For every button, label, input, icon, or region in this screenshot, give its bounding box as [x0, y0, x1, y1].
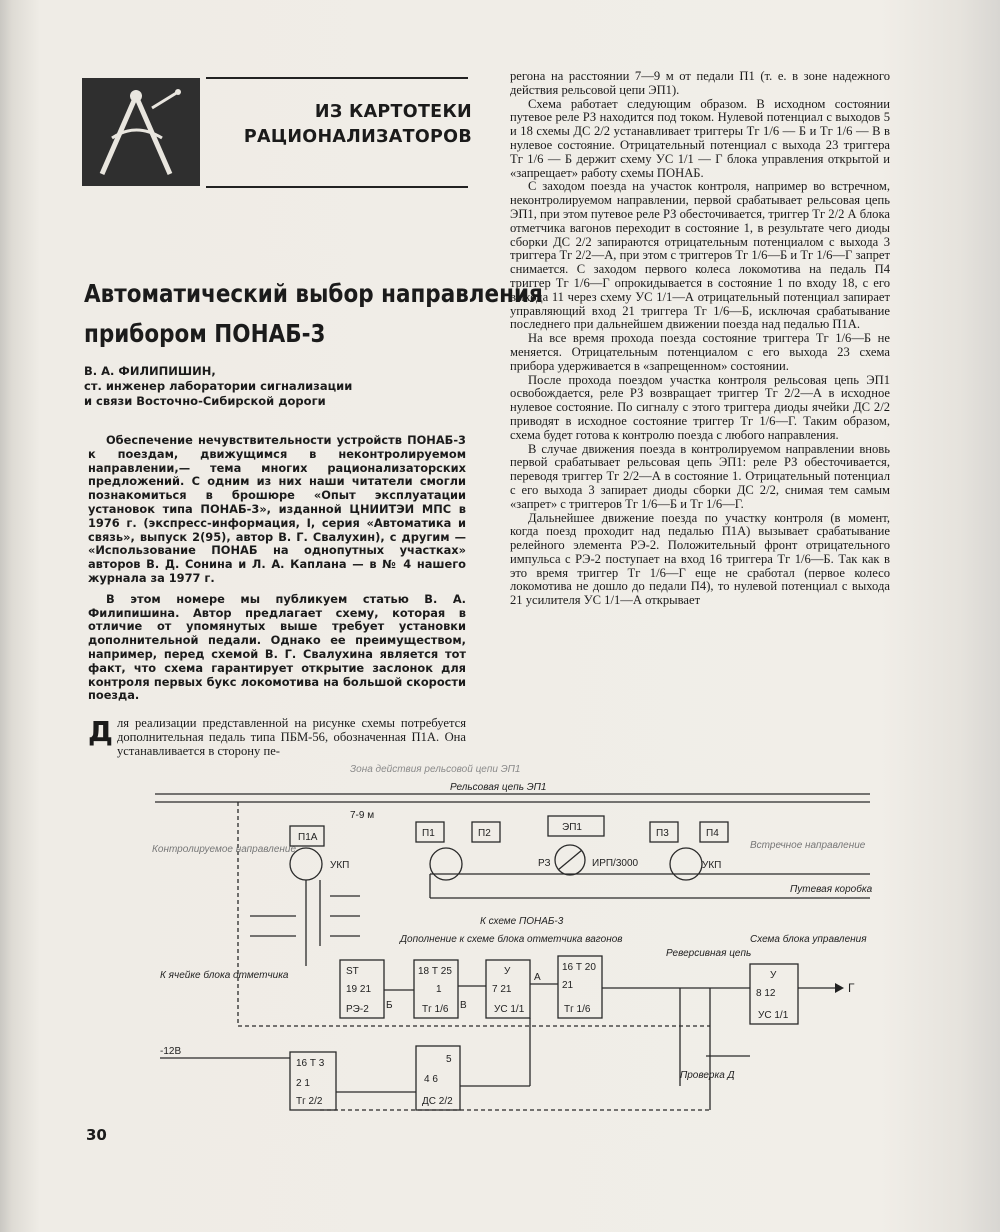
left-note-label: К ячейке блока отметчика [160, 970, 289, 981]
right-column [510, 70, 890, 608]
editorial-lead-2: В этом номере мы публикуем статью В. А. Филипишина. Автор предлагает схему, которая в отличие от упомянутых выше требует установки дополнительной педали. Однако ее преимуществом, например, перед схемой В. Г. Свалухина является тот факт, что схема гарантирует открытие заслонок для контроля первых букс локомотива на большой скорости поезда. [88, 591, 466, 703]
paragraph-0: регона на расстоянии 7—9 м от педали П1 (т. е. в зоне надежного действия рельсовой цепи ЭП1). [510, 69, 890, 97]
ukp-label-2: УКП [702, 860, 722, 871]
author-name: В. А. ФИЛИПИШИН, [84, 364, 216, 378]
label-b: Б [386, 1000, 393, 1011]
addition-label: Дополнение к схеме блока отметчика вагонов [400, 934, 623, 945]
ep1-label: ЭП1 [562, 822, 582, 833]
block6-mid: 2 1 [296, 1078, 310, 1089]
paragraph-4: После прохода поездом участка контроля рельсовая цепь ЭП1 освобождается, реле РЗ возвращает триггер Тг 2/2—А в исходное нулевое состояние. По сигналу с этого триггера диоды ячейки ДС 2/2 приводят в исходное состояние триггер Тг 1/6—Г. Таким образом, схема будет готова к контролю поезда с любого направления. [510, 372, 890, 442]
output-g-label: Г [848, 981, 855, 995]
article-title-line-2: прибором ПОНАБ-3 [84, 319, 326, 348]
to-ponab-label: К схеме ПОНАБ-3 [480, 916, 564, 927]
irp-label: ИРП/3000 [592, 858, 639, 869]
label-a: А [534, 972, 541, 983]
pedal-p1-label: П1 [422, 828, 435, 839]
author-position-1: ст. инженер лаборатории сигнализации [84, 379, 353, 393]
block4-top: 16 Т 20 [562, 962, 596, 973]
block2-top: 18 Т 25 [418, 966, 452, 977]
block7-top: 5 [446, 1054, 452, 1065]
pedal-p2-label: П2 [478, 828, 491, 839]
reversing-label: Реверсивная цепь [666, 948, 752, 959]
block3-mid: 7 21 [492, 984, 512, 995]
article-title [84, 274, 543, 354]
author-position-2: и связи Восточно-Сибирской дороги [84, 394, 326, 408]
body-paragraph-start [88, 717, 466, 758]
paragraph-2: С заходом поезда на участок контроля, например во встречном, неконтролируемом направлении, первой срабатывает рельсовая цепь ЭП1, при этом путевое реле РЗ обесточивается, триггер Тг 2/2 А блока отметчика вагонов переходит в состояние 1, в результате чего диоды сборки ДС 2/2 запираются отрицательным потенциалом с выхода 3 триггера Тг 2/2—А, при этом с триггеров Тг 1/6—Б и Тг 1/6—Г запрет снимается. С заходом первого колеса локомотива на педаль П4 триггер Тг 1/6—Г опрокидывается в состояние 1 по входу 18, с его выхода 11 через схему УС 1/1—А отрицательный потенциал запирает управляющий вход 21 триггера Тг 1/6—Б, исключая срабатывание последнего при дальнейшем движении поезда над педалью П1А. [510, 179, 890, 332]
rubric-heading [212, 100, 472, 150]
block1-bottom: РЭ-2 [346, 1004, 369, 1015]
paragraph-6: Дальнейшее движение поезда по участку контроля (в момент, когда поезд проходит над педалью П1А) вызывает срабатывание релейного элемента РЭ-2. Положительный фронт отрицательного импульса с РЭ-2 поступает на вход 16 триггера Тг 1/6—Б. Так как в это время триггер Тг 1/6—Г еще не сработал (первое колесо локомотива не дошло до педали П4), то нулевой потенциал с выхода 21 усилителя УС 1/1—А открывает [510, 510, 890, 608]
article-title-line-1: Автоматический выбор направления [84, 279, 543, 308]
block2-bottom: Тг 1/6 [422, 1004, 449, 1015]
block5-bottom: УС 1/1 [758, 1010, 789, 1021]
editorial-lead-1: Обеспечение нечувствительности устройств ПОНАБ-3 к поездам, движущимся в неконтролируемом направлении,— тема многих рационализаторских предложений. С одним из них наши читатели смогли познакомиться в брошюре «Опыт эксплуатации установок типа ПОНАБ-3», изданной ЦНИИТЭИ МПС в 1976 г. (экспресс-информация, I, серия «Автоматика и связь», выпуск 2(95), автор В. Г. Свалухин), с другим — «Использование ПОНАБ на однопутных участках» авторов В. Д. Сонина и Л. А. Каплана — в № 4 нашего журнала за 1977 г. [88, 433, 466, 585]
block3-bottom: УС 1/1 [494, 1004, 525, 1015]
oncoming-direction-label: Встречное направление [750, 840, 866, 851]
block5-mid: 8 12 [756, 988, 776, 999]
ukp-label-1: УКП [330, 860, 350, 871]
page-number: 30 [86, 1126, 107, 1144]
distance-label: 7-9 м [350, 810, 375, 821]
pedal-p4-label: П4 [706, 828, 719, 839]
compass-icon [82, 78, 200, 186]
rubric-rule-top [206, 77, 468, 79]
rubric-line-2: РАЦИОНАЛИЗАТОРОВ [243, 127, 472, 147]
block6-top: 16 Т 3 [296, 1058, 325, 1069]
block3-top: У [504, 966, 511, 977]
paragraph-3: На все время прохода поезда состояние триггера Тг 1/6—Б не меняется. Отрицательным потенциалом с его выхода 23 схема прибора удерживается в «запрещенном» состоянии. [510, 331, 890, 373]
block2-mid: 1 [436, 984, 442, 995]
rail-circuit-label: Рельсовая цепь ЭП1 [450, 782, 547, 793]
circuit-diagram [150, 756, 890, 1126]
label-v: В [460, 1000, 467, 1011]
pedal-p1a-label: П1А [298, 832, 318, 843]
rubric-rule-bottom [206, 186, 468, 188]
block1-mid: 19 21 [346, 984, 372, 995]
zone-label: Зона действия рельсовой цепи ЭП1 [350, 764, 521, 775]
paragraph-5: В случае движения поезда в контролируемом направлении вновь первой срабатывает рельсовая цепь ЭП1: реле РЗ обесточивается, переводя триггер Тг 2/2—А в состояние 1. Отрицательный потенциал с его выхода 3 запирает диоды сборки ДС 2/2, снимая тем самым «запрет» с триггеров Тг 1/6—Б и Тг 1/6—Г. [510, 441, 890, 511]
author-block [84, 364, 464, 409]
paragraph-1: Схема работает следующим образом. В исходном состоянии путевое реле РЗ находится под током. Нулевой потенциал с выходов 5 и 18 схемы ДС 2/2 устанавливает триггеры Тг 1/6 — Б и Тг 1/6 — В в нулевое состояние. Отрицательный потенциал с выхода 23 триггера Тг 1/6 — Б держит схему УС 1/1 — Г блока управления открытой и «запрещает» работу схемы ПОНАБ. [510, 96, 890, 180]
drop-cap: Д [88, 715, 113, 749]
block1-top: ST [346, 966, 359, 977]
probe-label: Проверка Д [680, 1070, 735, 1081]
left-column [88, 434, 466, 759]
control-block-label: Схема блока управления [750, 934, 867, 945]
block4-bottom: Тг 1/6 [564, 1004, 591, 1015]
block7-mid: 4 6 [424, 1074, 438, 1085]
rubric-logo [82, 78, 200, 186]
controlled-direction-label: Контролируемое направление [152, 844, 297, 855]
rubric-line-1: ИЗ КАРТОТЕКИ [314, 102, 472, 122]
block7-bottom: ДС 2/2 [422, 1096, 453, 1107]
block5-top: У [770, 970, 777, 981]
track-box-label: Путевая коробка [790, 884, 873, 895]
block4-mid: 21 [562, 980, 574, 991]
pedal-p3-label: П3 [656, 828, 669, 839]
minus-12v-label: -12В [160, 1046, 182, 1057]
block6-bottom: Тг 2/2 [296, 1096, 323, 1107]
relay-label: РЗ [538, 858, 551, 869]
body-text-start: ля реализации представленной на рисунке схемы потребуется дополнительная педаль типа ПБМ-56, обозначенная П1А. Она устанавливается в сторону пе- [116, 716, 466, 758]
